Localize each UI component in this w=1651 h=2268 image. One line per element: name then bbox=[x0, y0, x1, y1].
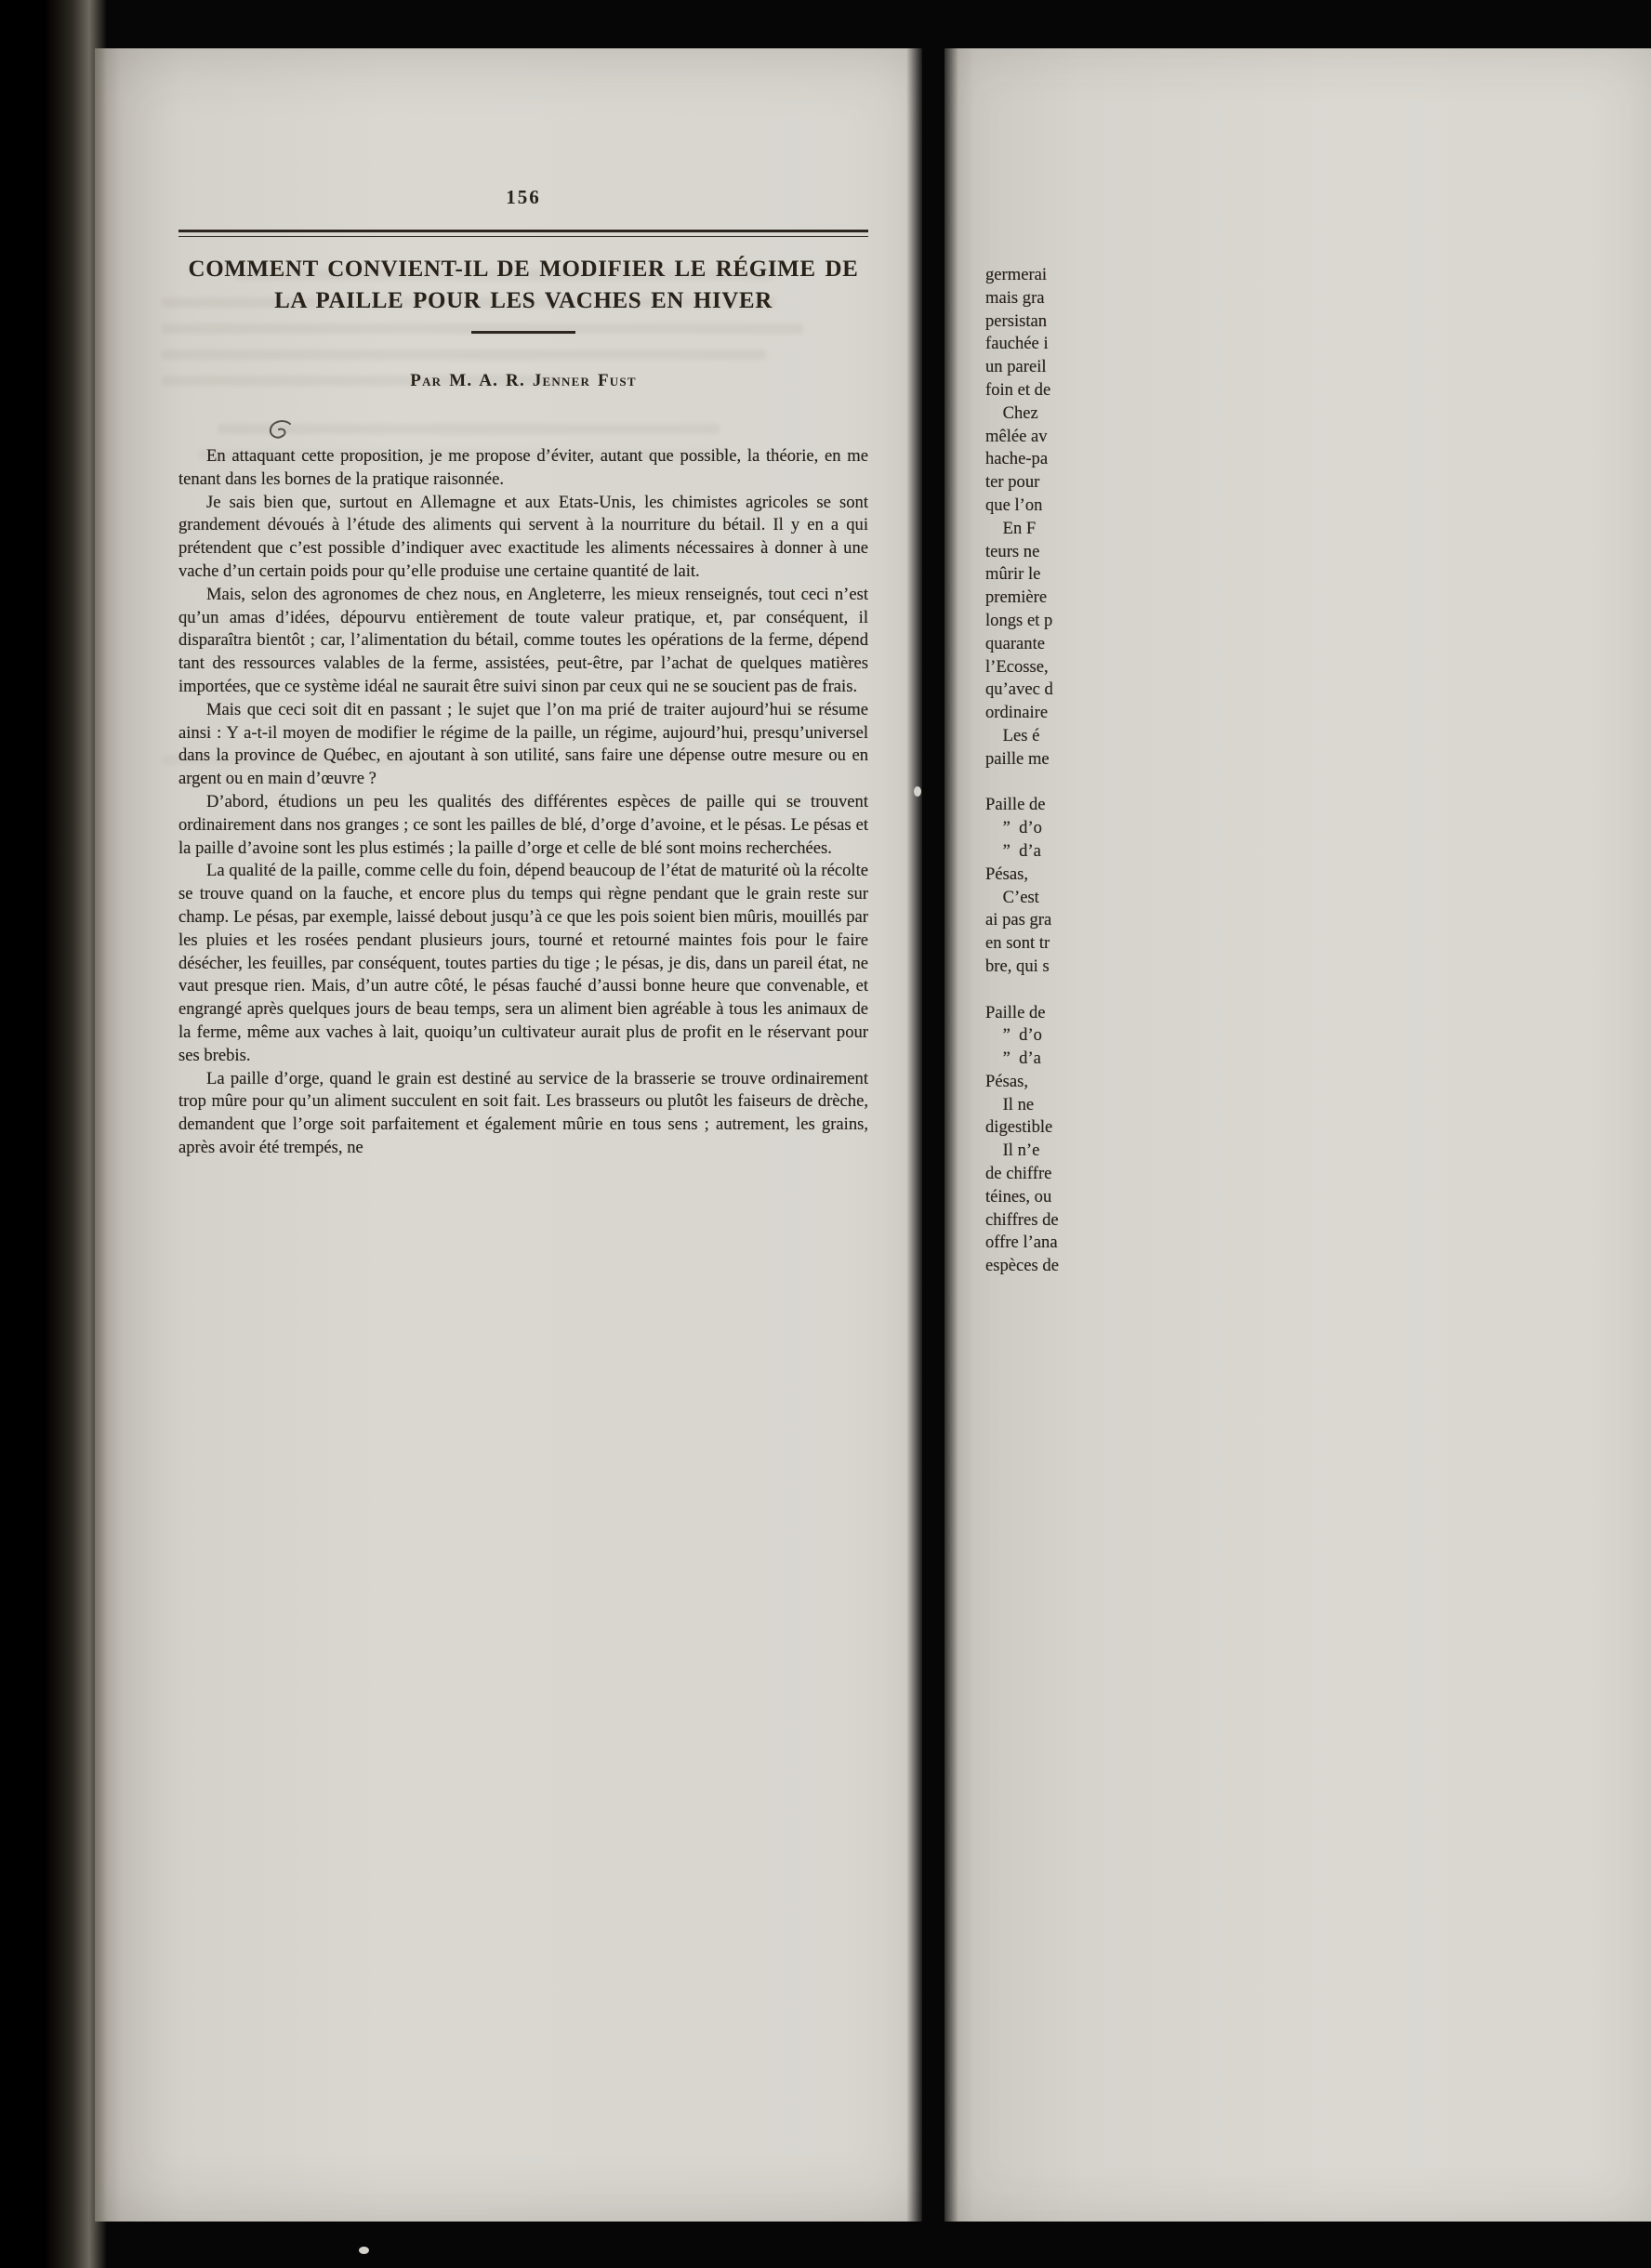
adjacent-text-line: germerai bbox=[985, 265, 1048, 284]
adjacent-text-line: ordinaire bbox=[985, 703, 1049, 723]
adjacent-text-line: paille me bbox=[985, 748, 1050, 769]
adjacent-text-line: ” d’a bbox=[985, 1048, 1041, 1069]
right-page-partial bbox=[944, 48, 1651, 2222]
adjacent-text-line: fauchée i bbox=[985, 334, 1049, 354]
adjacent-text-line: hache-pa bbox=[985, 449, 1049, 469]
paragraph: La qualité de la paille, comme celle du foin, dépend beaucoup de l’état de maturité où la récolte se trouve quand on la fauche, et encore plus du temps qui règne pendant que le grain reste sur champ. Le pésas, par exemple, laissé debout jusqu’à ce que les pois soient bien mûris, mouillés par les pluies et les rosées pendant plusieurs jours, tourné et retourné maintes fois pour le faire désécher, les feuilles, par conséquent, toutes parties du tige ; le pésas, je dis, dans un pareil état, ne vaut presque rien. Mais, d’un autre côté, le pésas fauché d’aussi bonne heure que convenable, et engrangé après quelques jours de beau temps, sera un aliment bien agréable à tous les animaux de la ferme, même aux vaches à lait, quoiqu’un cultivateur aurait plus de profit en le réservant pour ses brebis. bbox=[178, 861, 868, 1065]
adjacent-text-line: C’est bbox=[985, 887, 1039, 907]
adjacent-text-line: longs et p bbox=[985, 610, 1053, 630]
adjacent-text-line: ” d’a bbox=[985, 840, 1041, 861]
page-number: 156 bbox=[506, 186, 541, 208]
text-column bbox=[178, 48, 868, 1160]
adjacent-text-line bbox=[985, 979, 1090, 1002]
adjacent-text-line: offre l’ana bbox=[985, 1233, 1058, 1253]
adjacent-text-line: première bbox=[985, 587, 1048, 608]
article-title-line1: COMMENT CONVIENT-IL DE MODIFIER LE RÉGIME DE bbox=[188, 257, 859, 282]
adjacent-text-line: Paille de bbox=[985, 795, 1046, 815]
article-byline: Par M. A. R. Jenner Fust bbox=[410, 371, 637, 390]
adjacent-page-text bbox=[985, 264, 1090, 1278]
article-title bbox=[178, 254, 868, 317]
adjacent-text-line: que l’on bbox=[985, 494, 1043, 515]
adjacent-text-line: En F bbox=[985, 518, 1037, 538]
adjacent-text-line: ” d’o bbox=[985, 818, 1042, 838]
adjacent-text-line bbox=[985, 771, 1090, 795]
adjacent-text-line: mêlée av bbox=[985, 426, 1048, 446]
scan-speck bbox=[914, 786, 921, 797]
header-double-rule bbox=[178, 230, 868, 237]
adjacent-text-line: un pareil bbox=[985, 357, 1047, 377]
adjacent-text-line: quarante bbox=[985, 633, 1046, 653]
adjacent-text-line: teurs ne bbox=[985, 541, 1040, 561]
paragraph: D’abord, étudions un peu les qualités des différentes espèces de paille qui se trouvent ordinairement dans nos granges ; ce sont les pailles de blé, d’orge d’avoine, et le pésas. Le pésas et la paille d’avoine sont les plus estimés ; la paille d’orge et celle de blé sont moins recherchées. bbox=[178, 791, 868, 858]
title-divider-rule bbox=[471, 331, 575, 334]
adjacent-text-line: Il ne bbox=[985, 1094, 1035, 1114]
adjacent-text-line: foin et de bbox=[985, 379, 1051, 400]
adjacent-text-line: bre, qui s bbox=[985, 956, 1050, 976]
paragraph: Mais, selon des agronomes de chez nous, en Angleterre, les mieux renseignés, tout ceci n’est qu’un amas d’idées, dépourvu entièrement de toute valeur pratique, et, par conséquent, il disparaîtra bientôt ; car, l’alimentation du bétail, comme toutes les opérations de la ferme, dépend tant des ressources valables de la ferme, assistées, peut-être, par l’achat de quelques matières importées, que ce système idéal ne saurait être suivi sinon par ceux qui ne se soucient pas de frais. bbox=[178, 584, 868, 696]
left-page bbox=[95, 48, 922, 2222]
scan-speck bbox=[359, 2247, 369, 2254]
adjacent-text-line: Pésas, bbox=[985, 864, 1028, 884]
adjacent-text-line: digestible bbox=[985, 1117, 1053, 1138]
adjacent-text-line: persistan bbox=[985, 310, 1048, 331]
paragraph: En attaquant cette proposition, je me propose d’éviter, autant que possible, la théorie, en me tenant dans les bornes de la pratique raisonnée. bbox=[178, 446, 868, 489]
adjacent-text-line: mûrir le bbox=[985, 564, 1041, 585]
adjacent-text-line: mais gra bbox=[985, 287, 1045, 308]
adjacent-text-line: de chiffre bbox=[985, 1164, 1052, 1184]
adjacent-text-line: chiffres de bbox=[985, 1209, 1059, 1230]
paragraph: Je sais bien que, surtout en Allemagne et aux Etats-Unis, les chimistes agricoles se sont grandement dévoués à l’étude des aliments qui servent à la nourriture du bétail. Il y en a qui prétendent que c’est possible d’indiquer avec exactitude les aliments nécessaires à donner à une vache d’un certain poids pour qu’elle produise une certaine quantité de lait. bbox=[178, 492, 868, 581]
adjacent-text-line: Paille de bbox=[985, 1002, 1046, 1022]
adjacent-text-line: en sont tr bbox=[985, 933, 1050, 954]
adjacent-text-line: Chez bbox=[985, 402, 1038, 423]
book-spine-shadow bbox=[0, 0, 107, 2268]
adjacent-text-line: téines, ou bbox=[985, 1186, 1052, 1207]
paragraph: La paille d’orge, quand le grain est destiné au service de la brasserie se trouve ordinairement trop mûre pour qu’un aliment succulent en soit fait. Les brasseurs ou plutôt les faiseurs de drèche, demandent que l’orge soit parfaitement et également mûrie en tous sens ; autrement, les grains, après avoir été trempés, ne bbox=[178, 1068, 868, 1157]
adjacent-text-line: qu’avec d bbox=[985, 679, 1053, 700]
adjacent-text-line: ai pas gra bbox=[985, 910, 1052, 930]
adjacent-text-line: espèces de bbox=[985, 1256, 1059, 1276]
article-body bbox=[178, 445, 868, 1160]
adjacent-text-line: l’Ecosse, bbox=[985, 656, 1049, 677]
article-title-line2: LA PAILLE POUR LES VACHES EN HIVER bbox=[274, 288, 773, 313]
paragraph: Mais que ceci soit dit en passant ; le sujet que l’on ma prié de traiter aujourd’hui se résume ainsi : Y a-t-il moyen de modifier le régime de la paille, un régime, aujourd’hui, presqu’universel dans la province de Québec, en ajoutant à son utilité, sans faire une dépense outre mesure ou en argent ou en main d’œuvre ? bbox=[178, 699, 868, 789]
adjacent-text-line: Les é bbox=[985, 725, 1040, 745]
adjacent-text-line: ” d’o bbox=[985, 1025, 1042, 1046]
adjacent-text-line: Il n’e bbox=[985, 1141, 1040, 1161]
page-gutter bbox=[906, 0, 958, 2268]
adjacent-text-line: ter pour bbox=[985, 472, 1040, 493]
adjacent-text-line: Pésas, bbox=[985, 1071, 1028, 1091]
